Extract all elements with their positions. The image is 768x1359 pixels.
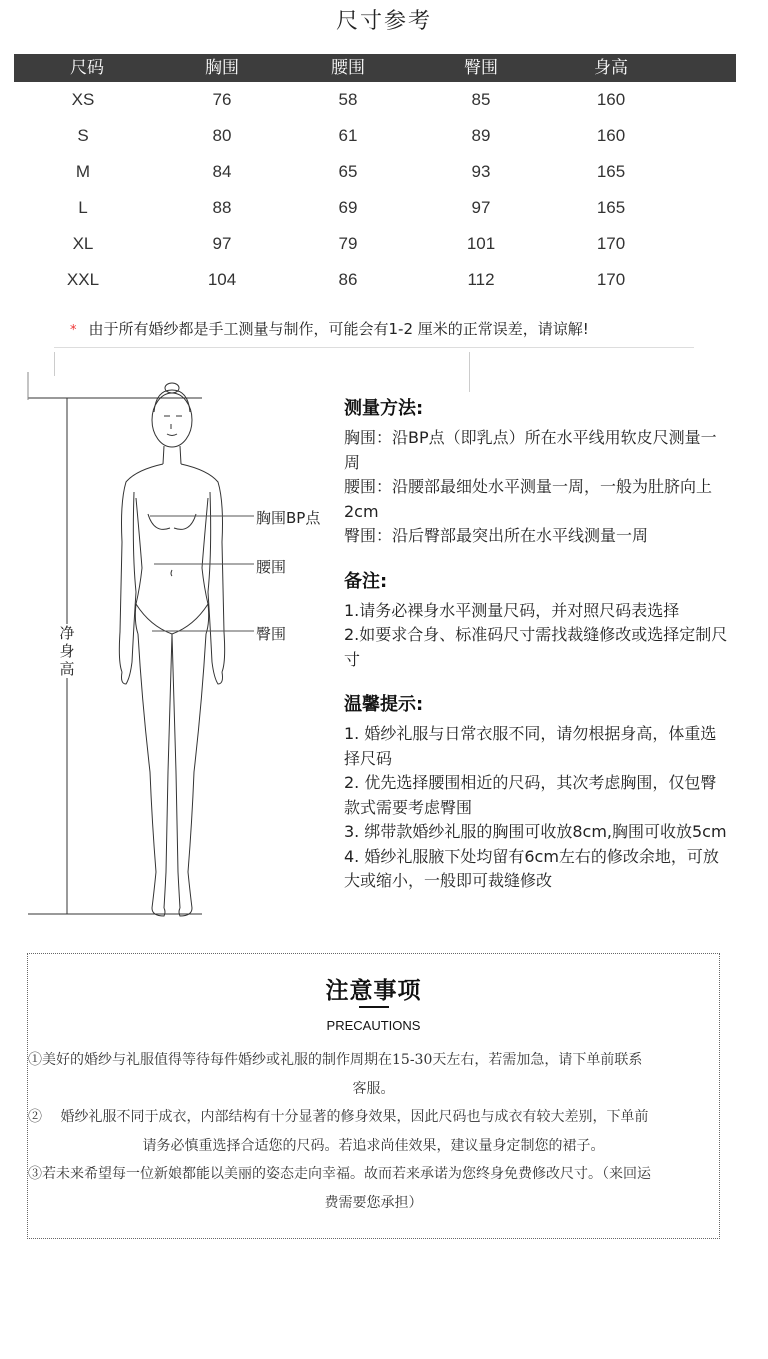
cell-waist: 58 xyxy=(338,90,358,109)
method-hip: 臀围：沿后臀部最突出所在水平线测量一周 xyxy=(344,526,649,545)
cell-height: 160 xyxy=(596,126,626,145)
page-title: 尺寸参考 xyxy=(335,9,432,34)
precautions-list xyxy=(28,1046,719,1217)
cell-height: 165 xyxy=(596,162,626,181)
header-height: 身高 xyxy=(594,58,628,78)
remarks-heading: 备注: xyxy=(344,570,388,592)
tolerance-note xyxy=(70,318,589,339)
cell-size: M xyxy=(75,162,91,181)
method-bust: 胸围：沿BP点（即乳点）所在水平线用软皮尺测量一周 xyxy=(344,428,717,472)
precaution-item xyxy=(28,1160,719,1217)
precautions-title: 注意事项 xyxy=(325,978,422,1004)
tip-item: 1. 婚纱礼服与日常衣服不同，请勿根据身高，体重选择尺码 xyxy=(344,724,717,768)
cell-waist: 79 xyxy=(338,234,358,253)
net-height-label xyxy=(57,624,77,678)
precaution-text-cont: 费需要您承担） xyxy=(324,1194,423,1211)
cell-size: XS xyxy=(71,90,95,109)
method-heading: 测量方法: xyxy=(344,398,424,419)
tip-item: 4. 婚纱礼服腋下处均留有6cm左右的修改余地，可放大或缩小，一般即可裁缝修改 xyxy=(344,846,719,890)
cell-hip: 101 xyxy=(466,234,496,253)
cell-waist: 65 xyxy=(338,162,358,181)
cell-hip: 97 xyxy=(471,198,491,217)
table-row xyxy=(14,154,736,190)
height-label-char: 高 xyxy=(59,660,75,678)
cell-size: XXL xyxy=(66,270,100,289)
precaution-text: ③若未来希望每一位新娘都能以美丽的姿态走向幸福。故而若来承诺为您终身免费修改尺寸。（来回运 xyxy=(28,1166,651,1182)
precaution-text: ② 婚纱礼服不同于成衣，内部结构有十分显著的修身效果，因此尺码也与成衣有较大差别，下单前 xyxy=(28,1109,649,1125)
header-bust: 胸围 xyxy=(205,58,239,78)
cell-waist: 69 xyxy=(338,198,358,217)
tip-item: 2. 优先选择腰围相近的尺码，其次考虑胸围，仅包臀款式需要考虑臀围 xyxy=(344,773,717,817)
cell-height: 170 xyxy=(596,270,626,289)
cell-bust: 104 xyxy=(207,270,237,289)
precaution-item xyxy=(28,1103,719,1160)
cell-waist: 86 xyxy=(338,270,358,289)
cell-size: L xyxy=(78,198,88,217)
cell-height: 165 xyxy=(596,198,626,217)
cell-hip: 89 xyxy=(471,126,491,145)
precautions-subtitle: PRECAUTIONS xyxy=(326,1018,421,1033)
header-waist: 腰围 xyxy=(331,58,365,78)
cell-bust: 84 xyxy=(212,162,232,181)
cell-size: S xyxy=(77,126,89,145)
table-header xyxy=(14,54,736,82)
cell-bust: 97 xyxy=(212,234,232,253)
precautions-box xyxy=(27,953,720,1239)
precaution-text-cont: 请务必慎重选择合适您的尺码。若追求尚佳效果，建议量身定制您的裙子。 xyxy=(142,1137,605,1154)
cell-hip: 93 xyxy=(471,162,491,181)
cell-height: 160 xyxy=(596,90,626,109)
precaution-text: ①美好的婚纱与礼服值得等待每件婚纱或礼服的制作周期在15-30天左右，若需加急，请下单前联系 xyxy=(28,1052,643,1068)
note-text: 由于所有婚纱都是手工测量与制作，可能会有1-2 厘米的正常误差，请谅解! xyxy=(88,320,589,338)
divider xyxy=(469,352,470,392)
header-hip: 臀围 xyxy=(464,58,498,78)
remark-item: 2.如要求合身、标准码尺寸需找裁缝修改或选择定制尺寸 xyxy=(344,625,728,669)
precaution-text-cont: 客服。 xyxy=(352,1080,395,1097)
table-row xyxy=(14,82,736,118)
tip-item: 3. 绑带款婚纱礼服的胸围可收放8cm,胸围可收放5cm xyxy=(344,822,727,841)
measurement-instructions xyxy=(344,394,729,894)
tips-heading: 温馨提示: xyxy=(344,694,424,715)
method-waist: 腰围：沿腰部最细处水平测量一周，一般为肚脐向上2cm xyxy=(344,477,713,521)
table-row xyxy=(14,190,736,226)
bust-label: 胸围BP点 xyxy=(256,509,321,527)
height-label-char: 净 xyxy=(59,624,75,642)
table-row xyxy=(14,118,736,154)
title-underline xyxy=(359,1006,389,1008)
waist-label: 腰围 xyxy=(256,558,287,576)
precaution-item xyxy=(28,1046,719,1103)
header-size: 尺码 xyxy=(70,58,104,78)
cell-hip: 85 xyxy=(471,90,491,109)
cell-bust: 76 xyxy=(212,90,232,109)
cell-bust: 88 xyxy=(212,198,232,217)
height-label-char: 身 xyxy=(59,642,75,660)
cell-size: XL xyxy=(72,234,94,253)
remark-item: 1.请务必裸身水平测量尺码，并对照尺码表选择 xyxy=(344,600,680,620)
cell-hip: 112 xyxy=(467,270,495,289)
table-row xyxy=(14,262,736,298)
size-chart-table xyxy=(14,54,736,298)
cell-waist: 61 xyxy=(338,126,358,145)
cell-bust: 80 xyxy=(212,126,232,145)
table-row xyxy=(14,226,736,262)
cell-height: 170 xyxy=(596,234,626,253)
hip-label: 臀围 xyxy=(256,625,287,643)
divider xyxy=(54,347,694,348)
note-asterisk: * xyxy=(70,323,77,338)
